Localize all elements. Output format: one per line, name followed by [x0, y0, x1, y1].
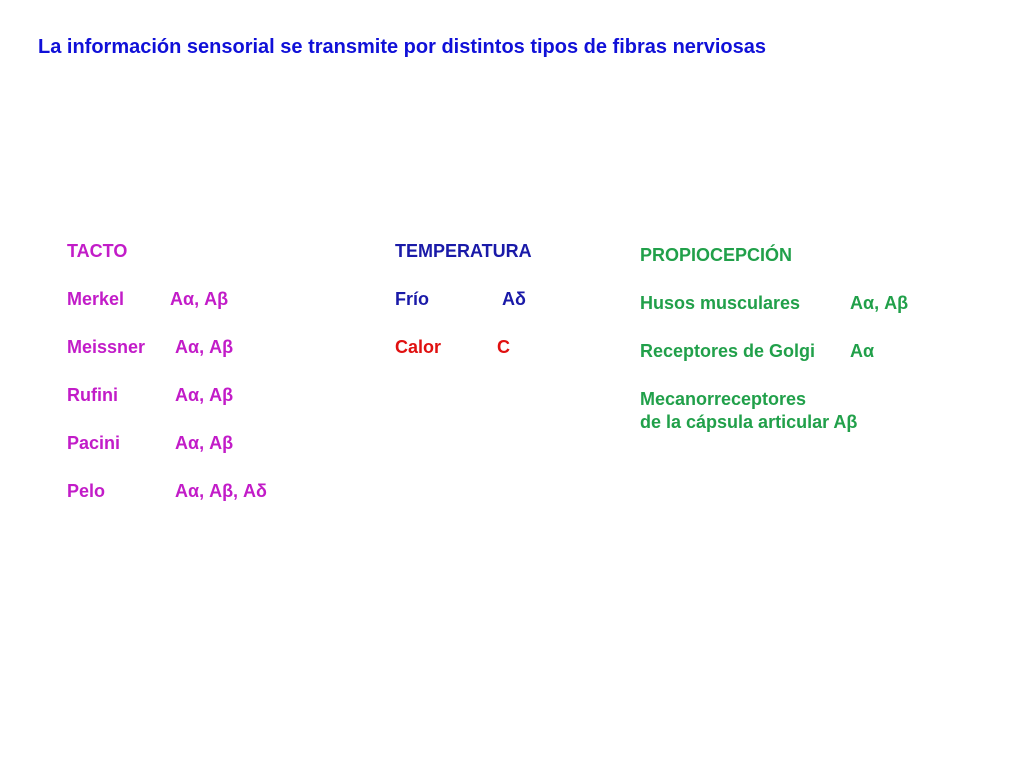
temperatura-row-frio [395, 288, 555, 310]
fiber-types: Aα [850, 341, 875, 361]
propiocepcion-heading: PROPIOCEPCIÓN [640, 245, 793, 265]
receptor-name: Husos musculares [640, 293, 801, 313]
receptor-name: Meissner [67, 337, 146, 357]
fiber-types: Aδ [502, 289, 526, 309]
tacto-heading: TACTO [67, 241, 128, 261]
temperatura-heading: TEMPERATURA [395, 241, 532, 261]
tacto-row-pelo [67, 480, 287, 502]
tacto-row-merkel [67, 288, 267, 310]
propiocepcion-row-husos [640, 292, 940, 314]
receptor-name: Pelo [67, 481, 106, 501]
receptor-name: Calor [395, 337, 442, 357]
receptor-name: Receptores de Golgi [640, 341, 816, 361]
page-title: La información sensorial se transmite por distintos tipos de fibras nerviosas [38, 36, 766, 58]
propiocepcion-row-golgi [640, 340, 940, 362]
tacto-row-meissner [67, 336, 267, 358]
receptor-name: Pacini [67, 433, 121, 453]
mecanorreceptores-line2: de la cápsula articular Aβ [640, 412, 858, 432]
receptor-name: Merkel [67, 289, 125, 309]
receptor-name: Rufini [67, 385, 118, 405]
fiber-types: Aα, Aβ [175, 385, 234, 405]
temperatura-row-calor [395, 336, 555, 358]
fiber-types: Aα, Aβ, Aδ [175, 481, 267, 501]
fiber-types: Aα, Aβ [175, 337, 234, 357]
fiber-types: Aα, Aβ [170, 289, 229, 309]
receptor-name: Frío [395, 289, 429, 309]
mecanorreceptores-line1: Mecanorreceptores [640, 389, 807, 409]
fiber-types: Aα, Aβ [850, 293, 909, 313]
fiber-types: Aα, Aβ [175, 433, 234, 453]
tacto-row-rufini [67, 384, 267, 406]
fiber-types: C [497, 337, 510, 357]
tacto-row-pacini [67, 432, 267, 454]
